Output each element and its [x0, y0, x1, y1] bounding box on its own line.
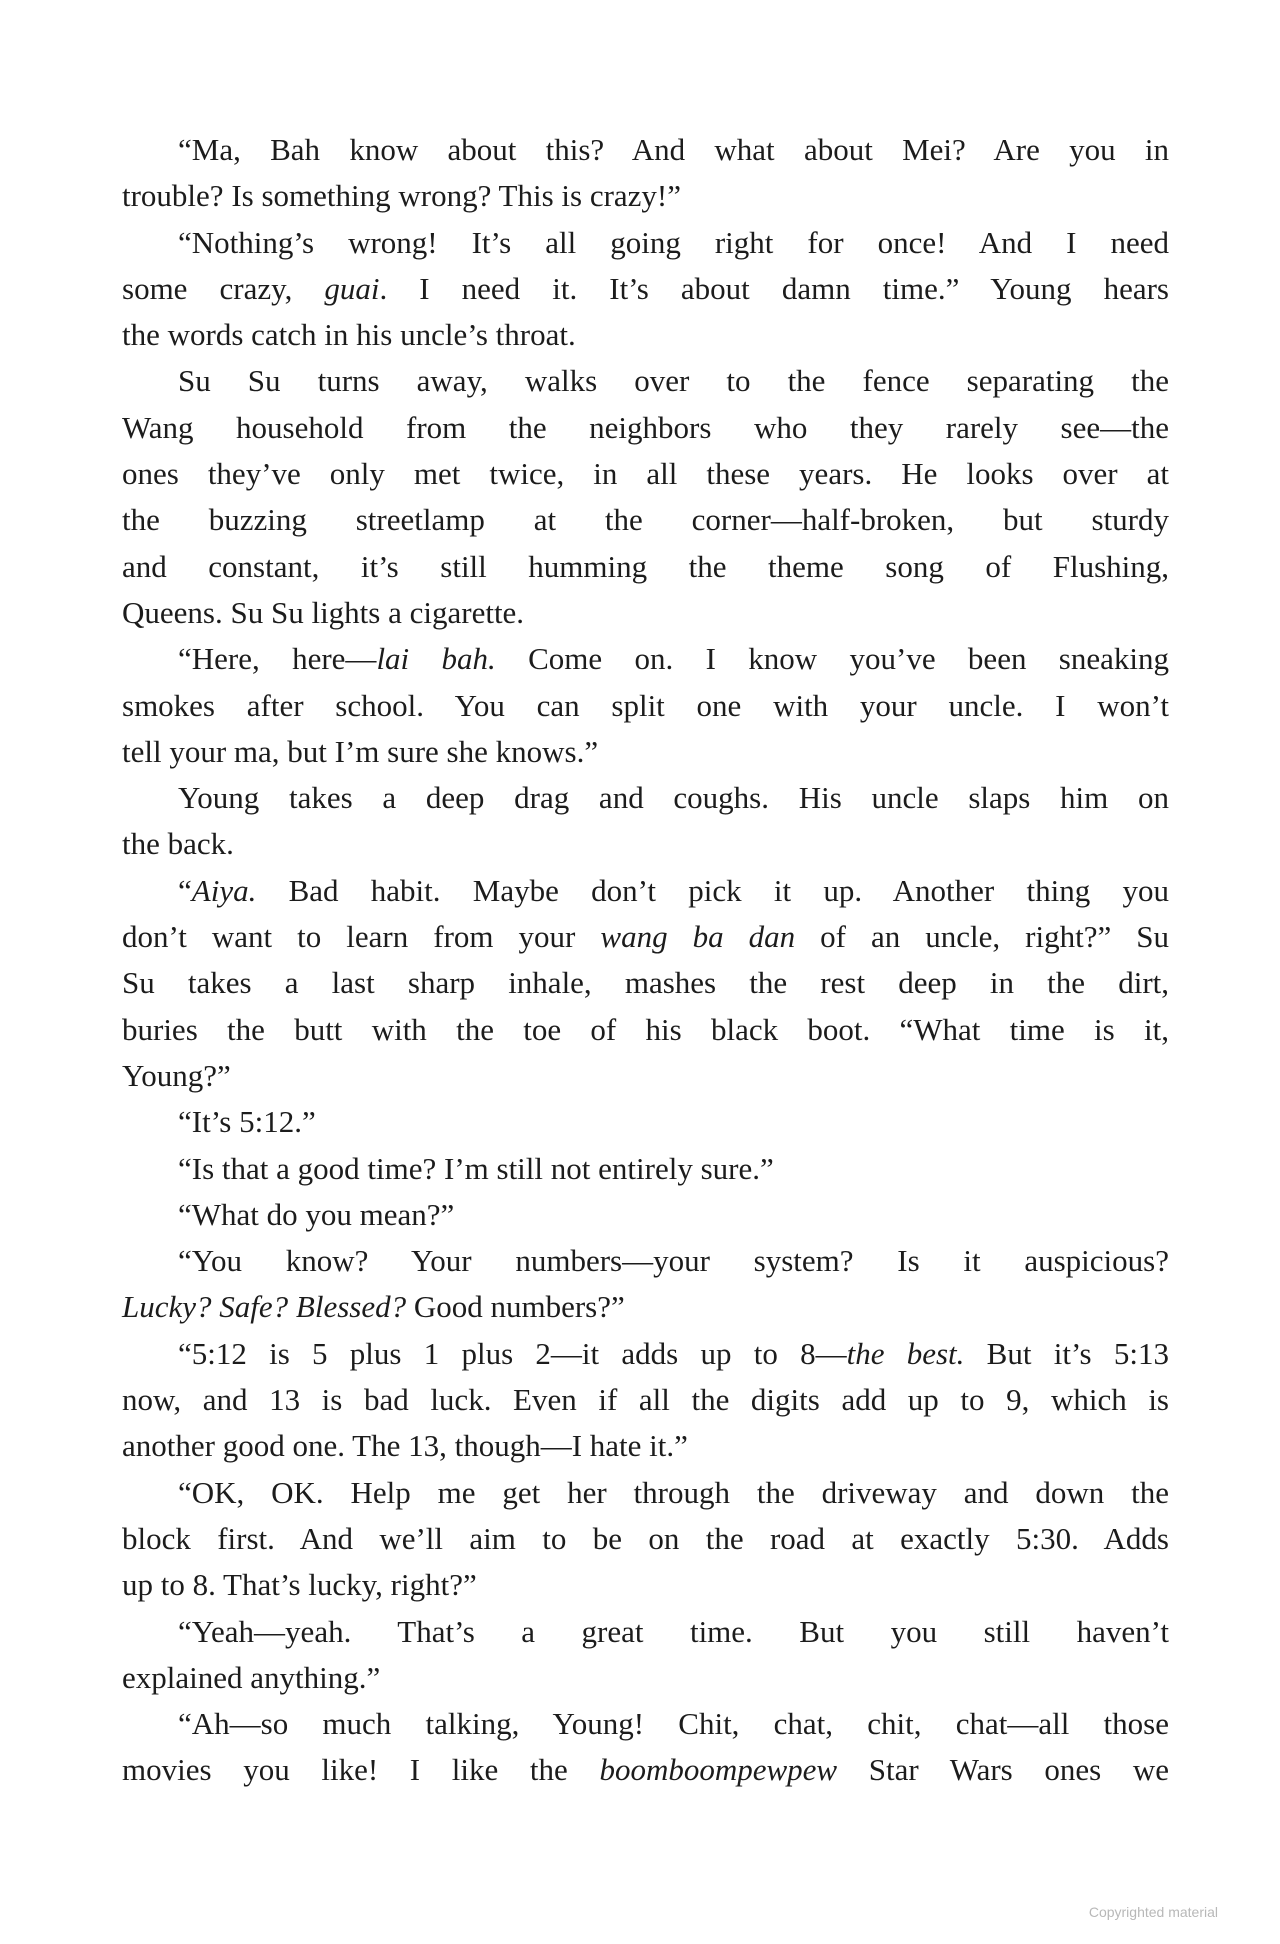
- text: up to 8. That’s lucky, right?”: [122, 1567, 477, 1603]
- text: Good numbers?”: [406, 1289, 625, 1325]
- text-line: [122, 266, 1169, 312]
- text: Wang household from the neighbors who they rarely see—the: [122, 409, 1169, 445]
- text: “Ma, Bah know about this? And what about Mei? Are you in: [178, 132, 1169, 167]
- text: another good one. The 13, though—I hate it.”: [122, 1428, 688, 1464]
- italic-text: boomboompewpew: [599, 1752, 838, 1788]
- text: and constant, it’s still humming the theme song of Flushing,: [122, 548, 1169, 584]
- text-line: [122, 1516, 1169, 1562]
- text-line: [122, 821, 1169, 867]
- text: of an uncle, right?” Su: [795, 919, 1169, 955]
- text-line: [122, 1007, 1169, 1053]
- text: the buzzing streetlamp at the corner—half-broken, but sturdy: [122, 502, 1169, 538]
- paragraph: [122, 1192, 1169, 1238]
- text-line: [122, 544, 1169, 590]
- text-line: [122, 1331, 1169, 1377]
- text: “Yeah—yeah. That’s a great time. But you still haven’t: [178, 1613, 1169, 1649]
- text: “What do you mean?”: [178, 1196, 455, 1232]
- text: trouble? Is something wrong? This is crazy!”: [122, 178, 681, 214]
- text-line: [122, 1655, 1169, 1701]
- paragraph: [122, 636, 1169, 775]
- text-line: [122, 960, 1169, 1006]
- italic-text: guai: [324, 270, 380, 306]
- text-line: [122, 1423, 1169, 1469]
- italic-text: lai bah.: [376, 641, 496, 677]
- text: now, and 13 is bad luck. Even if all the digits add up to 9, which is: [122, 1382, 1169, 1418]
- text: some crazy,: [122, 270, 325, 306]
- text-line: [122, 1470, 1169, 1516]
- text: Young?”: [122, 1057, 231, 1093]
- text-line: [122, 1747, 1169, 1793]
- paragraph: [122, 1331, 1169, 1470]
- text-line: [122, 636, 1169, 682]
- copyright-watermark: Copyrighted material: [1088, 1904, 1218, 1920]
- text-line: [122, 220, 1169, 266]
- italic-text: Aiya.: [191, 872, 257, 908]
- text-line: [122, 775, 1169, 821]
- paragraph: [122, 358, 1169, 636]
- text: Queens. Su Su lights a cigarette.: [122, 594, 525, 630]
- text: Bad habit. Maybe don’t pick it up. Another thing you: [256, 872, 1169, 908]
- text-line: [122, 1609, 1169, 1655]
- text: “5:12 is 5 plus 1 plus 2—it adds up to 8—: [178, 1335, 847, 1371]
- text-line: [122, 914, 1169, 960]
- text-line: [122, 590, 1169, 636]
- text: Young takes a deep drag and coughs. His uncle slaps him on: [178, 780, 1169, 816]
- text: “Ah—so much talking, Young! Chit, chat, chit, chat—all those: [178, 1706, 1169, 1742]
- paragraph: [122, 868, 1169, 1099]
- text-line: [122, 683, 1169, 729]
- text-line: [122, 1192, 1169, 1238]
- paragraph: [122, 220, 1169, 359]
- text: Su Su turns away, walks over to the fence separating the: [178, 363, 1169, 399]
- text: But it’s 5:13: [964, 1335, 1169, 1371]
- text-line: [122, 1053, 1169, 1099]
- text-line: [122, 1701, 1169, 1747]
- text: movies you like! I like the: [122, 1752, 600, 1788]
- text: Star Wars ones we: [837, 1752, 1169, 1788]
- text-line: [122, 1099, 1169, 1145]
- text-line: [122, 1284, 1169, 1330]
- paragraph: [122, 127, 1169, 220]
- text-line: [122, 451, 1169, 497]
- text-line: [122, 729, 1169, 775]
- text: don’t want to learn from your: [122, 919, 601, 955]
- book-page-text: [122, 127, 1169, 1794]
- text-line: [122, 173, 1169, 219]
- text-line: [122, 1377, 1169, 1423]
- text: buries the butt with the toe of his black boot. “What time is it,: [122, 1011, 1169, 1047]
- text: tell your ma, but I’m sure she knows.”: [122, 733, 599, 769]
- text: Su takes a last sharp inhale, mashes the rest deep in the dirt,: [122, 965, 1169, 1001]
- text-line: [122, 312, 1169, 358]
- text-line: [122, 497, 1169, 543]
- italic-text: the best.: [846, 1335, 965, 1371]
- text-line: [122, 1238, 1169, 1284]
- paragraph: [122, 1609, 1169, 1702]
- text: the words catch in his uncle’s throat.: [122, 317, 576, 353]
- paragraph: [122, 1238, 1169, 1331]
- text: “Nothing’s wrong! It’s all going right for once! And I need: [178, 224, 1169, 260]
- italic-text: Lucky? Safe? Blessed?: [122, 1289, 407, 1325]
- text: “It’s 5:12.”: [178, 1104, 316, 1140]
- text: the back.: [122, 826, 234, 862]
- text: ones they’ve only met twice, in all these years. He looks over at: [122, 456, 1169, 492]
- text: . I need it. It’s about damn time.” Young hears: [379, 270, 1169, 306]
- text: “You know? Your numbers—your system? Is it auspicious?: [178, 1243, 1169, 1279]
- text-line: [122, 1562, 1169, 1608]
- text: smokes after school. You can split one with your uncle. I won’t: [122, 687, 1169, 723]
- text: “: [178, 872, 192, 908]
- text-line: [122, 127, 1169, 173]
- text: Come on. I know you’ve been sneaking: [495, 641, 1169, 677]
- text: “OK, OK. Help me get her through the driveway and down the: [178, 1474, 1169, 1510]
- paragraph: [122, 1701, 1169, 1794]
- text-line: [122, 405, 1169, 451]
- paragraph: [122, 1470, 1169, 1609]
- text: explained anything.”: [122, 1659, 381, 1695]
- text-line: [122, 1146, 1169, 1192]
- text-line: [122, 868, 1169, 914]
- paragraph: [122, 775, 1169, 868]
- paragraph: [122, 1146, 1169, 1192]
- text: “Is that a good time? I’m still not entirely sure.”: [178, 1150, 774, 1186]
- text: “Here, here—: [178, 641, 377, 677]
- paragraph: [122, 1099, 1169, 1145]
- text-line: [122, 358, 1169, 404]
- italic-text: wang ba dan: [600, 919, 796, 955]
- text: block first. And we’ll aim to be on the road at exactly 5:30. Adds: [122, 1520, 1169, 1556]
